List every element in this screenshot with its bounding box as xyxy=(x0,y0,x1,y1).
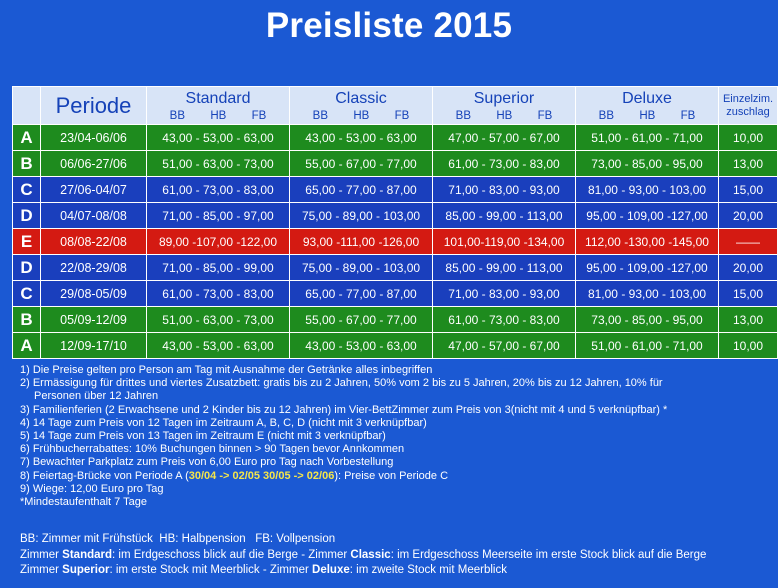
period-dates: 04/07-08/08 xyxy=(41,203,147,229)
legend-text: : im Erdgeschoss Meerseite im erste Stock blick auf die Berge xyxy=(390,548,707,561)
single-supplement: 20,00 xyxy=(719,203,778,229)
sub-header-fb: FB xyxy=(394,110,410,122)
header-category-classic xyxy=(290,87,433,125)
header-empty-cell xyxy=(13,87,41,125)
note-7: 7) Bewachter Parkplatz zum Preis von 6,00 Euro pro Tag nach Vorbestellung xyxy=(20,456,394,469)
room-type-deluxe: Deluxe xyxy=(312,564,350,576)
price-standard: 61,00 - 73,00 - 83,00 xyxy=(147,177,290,203)
header-periode: Periode xyxy=(41,87,147,125)
single-supplement: 15,00 xyxy=(719,177,778,203)
single-supplement: 20,00 xyxy=(719,255,778,281)
price-superior: 71,00 - 83,00 - 93,00 xyxy=(433,281,576,307)
price-classic: 55,00 - 67,00 - 77,00 xyxy=(290,151,433,177)
price-classic: 65,00 - 77,00 - 87,00 xyxy=(290,281,433,307)
period-code: B xyxy=(13,151,41,177)
price-standard: 51,00 - 63,00 - 73,00 xyxy=(147,307,290,333)
note-2-continued: Personen über 12 Jahren xyxy=(34,390,159,403)
price-standard: 71,00 - 85,00 - 99,00 xyxy=(147,255,290,281)
note-6: 6) Frühbucherrabattes: 10% Buchungen binnen > 90 Tagen bevor Annkommen xyxy=(20,443,405,456)
price-deluxe: 51,00 - 61,00 - 71,00 xyxy=(576,125,719,151)
price-standard: 51,00 - 63,00 - 73,00 xyxy=(147,151,290,177)
note-8-dates: 30/04 -> 02/05 30/05 -> 02/06 xyxy=(188,469,335,482)
period-dates: 23/04-06/06 xyxy=(41,125,147,151)
price-deluxe: 112,00 -130,00 -145,00 xyxy=(576,229,719,255)
period-code: D xyxy=(13,203,41,229)
price-deluxe: 73,00 - 85,00 - 95,00 xyxy=(576,151,719,177)
sub-header-bb: BB xyxy=(169,110,185,122)
price-standard: 43,00 - 53,00 - 63,00 xyxy=(147,333,290,359)
legend-line-rooms-2 xyxy=(20,563,770,579)
single-supplement: 10,00 xyxy=(719,333,778,359)
legend-text: Zimmer xyxy=(20,564,63,576)
price-superior: 85,00 - 99,00 - 113,00 xyxy=(433,255,576,281)
period-code: D xyxy=(13,255,41,281)
legend-line-board xyxy=(20,532,770,548)
einzel-header-line1: Einzelzim. xyxy=(722,92,774,105)
table-row xyxy=(13,203,778,229)
note-min-stay: *Mindestaufenthalt 7 Tage xyxy=(20,496,147,509)
price-deluxe: 95,00 - 109,00 -127,00 xyxy=(576,203,719,229)
single-supplement: 10,00 xyxy=(719,125,778,151)
einzel-header-line2: zuschlag xyxy=(726,105,770,118)
price-classic: 65,00 - 77,00 - 87,00 xyxy=(290,177,433,203)
note-8-suffix: ): Preise von Periode C xyxy=(334,469,449,482)
price-superior: 61,00 - 73,00 - 83,00 xyxy=(433,307,576,333)
sub-header-hb: HB xyxy=(210,110,227,122)
price-standard: 43,00 - 53,00 - 63,00 xyxy=(147,125,290,151)
sub-header-fb: FB xyxy=(680,110,696,122)
legend-line-rooms-1 xyxy=(20,548,770,564)
price-deluxe: 95,00 - 109,00 -127,00 xyxy=(576,255,719,281)
legend-bb-abbr: BB xyxy=(20,533,36,545)
period-dates: 29/08-05/09 xyxy=(41,281,147,307)
table-header-row xyxy=(13,87,778,125)
price-standard: 61,00 - 73,00 - 83,00 xyxy=(147,281,290,307)
sub-header-hb: HB xyxy=(496,110,513,122)
period-dates: 05/09-12/09 xyxy=(41,307,147,333)
room-type-superior: Superior xyxy=(62,564,110,576)
note-9: 9) Wiege: 12,00 Euro pro Tag xyxy=(20,482,164,495)
period-code: E xyxy=(13,229,41,255)
price-classic: 93,00 -111,00 -126,00 xyxy=(290,229,433,255)
header-einzelzimmer xyxy=(719,87,778,125)
period-dates: 12/09-17/10 xyxy=(41,333,147,359)
category-name: Classic xyxy=(335,90,387,107)
table-row xyxy=(13,281,778,307)
legend-hb-abbr: HB xyxy=(159,533,176,545)
price-superior: 71,00 - 83,00 - 93,00 xyxy=(433,177,576,203)
price-deluxe: 81,00 - 93,00 - 103,00 xyxy=(576,281,719,307)
price-deluxe: 81,00 - 93,00 - 103,00 xyxy=(576,177,719,203)
table-row xyxy=(13,151,778,177)
legend-bb-text: : Zimmer mit Frühstück xyxy=(35,533,153,545)
price-deluxe: 51,00 - 61,00 - 71,00 xyxy=(576,333,719,359)
sub-header-bb: BB xyxy=(312,110,328,122)
legend-fb-text: : Vollpension xyxy=(269,533,336,545)
sub-header-fb: FB xyxy=(251,110,267,122)
legend-text: : im zweite Stock mit Meerblick xyxy=(349,564,507,576)
legend-text: Zimmer xyxy=(20,548,63,561)
table-row xyxy=(13,229,778,255)
single-supplement: 13,00 xyxy=(719,151,778,177)
sub-header-bb: BB xyxy=(455,110,471,122)
period-dates: 22/08-29/08 xyxy=(41,255,147,281)
note-3: 3) Familienferien (2 Erwachsene und 2 Kinder bis zu 12 Jahren) im Vier-BettZimmer zum Preis von 3(nicht mit 4 und 5 verknüpfbar) * xyxy=(20,403,668,416)
price-classic: 75,00 - 89,00 - 103,00 xyxy=(290,255,433,281)
price-classic: 75,00 - 89,00 - 103,00 xyxy=(290,203,433,229)
single-supplement: —— xyxy=(719,229,778,255)
note-8-text: 8) Feiertag-Brücke von Periode A ( xyxy=(20,469,189,482)
note-2: 2) Ermässigung für drittes und viertes Zusatzbett: gratis bis zu 2 Jahren, 50% vom 2 bis zu 5 Jahren, 20% bis zu 12 Jahren, 10% für xyxy=(20,377,663,390)
legend-fb-abbr: FB xyxy=(255,533,270,545)
period-dates: 27/06-04/07 xyxy=(41,177,147,203)
table-row xyxy=(13,177,778,203)
legend-text: : im Erdgeschoss blick auf die Berge - Zimmer xyxy=(112,548,351,561)
note-5: 5) 14 Tage zum Preis von 13 Tagen im Zeitraum E (nicht mit 3 verknüpfbar) xyxy=(20,430,386,443)
sub-header-fb: FB xyxy=(537,110,553,122)
legend xyxy=(20,532,770,579)
category-name: Standard xyxy=(185,90,251,107)
price-superior: 101,00-119,00 -134,00 xyxy=(433,229,576,255)
table-row xyxy=(13,333,778,359)
header-category-standard xyxy=(147,87,290,125)
category-name: Superior xyxy=(473,90,535,107)
price-classic: 43,00 - 53,00 - 63,00 xyxy=(290,125,433,151)
period-code: A xyxy=(13,333,41,359)
period-code: C xyxy=(13,177,41,203)
note-4: 4) 14 Tage zum Preis von 12 Tagen im Zeitraum A, B, C, D (nicht mit 3 verknüpfbar) xyxy=(20,416,427,429)
price-superior: 61,00 - 73,00 - 83,00 xyxy=(433,151,576,177)
table-row xyxy=(13,307,778,333)
note-8 xyxy=(20,470,765,483)
category-name: Deluxe xyxy=(622,90,672,107)
price-deluxe: 73,00 - 85,00 - 95,00 xyxy=(576,307,719,333)
price-table xyxy=(12,86,778,359)
single-supplement: 15,00 xyxy=(719,281,778,307)
room-type-standard: Standard xyxy=(62,548,113,561)
note-1: 1) Die Preise gelten pro Person am Tag mit Ausnahme der Getränke alles inbegriffen xyxy=(20,364,433,376)
price-superior: 47,00 - 57,00 - 67,00 xyxy=(433,333,576,359)
period-dates: 08/08-22/08 xyxy=(41,229,147,255)
sub-header-bb: BB xyxy=(598,110,614,122)
page-title: Preisliste 2015 xyxy=(265,6,513,45)
price-classic: 55,00 - 67,00 - 77,00 xyxy=(290,307,433,333)
period-code: B xyxy=(13,307,41,333)
price-standard: 71,00 - 85,00 - 97,00 xyxy=(147,203,290,229)
table-row xyxy=(13,125,778,151)
period-code: A xyxy=(13,125,41,151)
price-classic: 43,00 - 53,00 - 63,00 xyxy=(290,333,433,359)
price-superior: 47,00 - 57,00 - 67,00 xyxy=(433,125,576,151)
header-category-deluxe xyxy=(576,87,719,125)
sub-header-hb: HB xyxy=(353,110,370,122)
footnotes xyxy=(20,364,765,509)
single-supplement: 13,00 xyxy=(719,307,778,333)
room-type-classic: Classic xyxy=(350,548,391,561)
price-superior: 85,00 - 99,00 - 113,00 xyxy=(433,203,576,229)
header-category-superior xyxy=(433,87,576,125)
price-standard: 89,00 -107,00 -122,00 xyxy=(147,229,290,255)
table-row xyxy=(13,255,778,281)
period-code: C xyxy=(13,281,41,307)
legend-text: : im erste Stock mit Meerblick - Zimmer xyxy=(109,564,313,576)
period-dates: 06/06-27/06 xyxy=(41,151,147,177)
sub-header-hb: HB xyxy=(639,110,656,122)
legend-hb-text: : Halbpension xyxy=(175,533,246,545)
